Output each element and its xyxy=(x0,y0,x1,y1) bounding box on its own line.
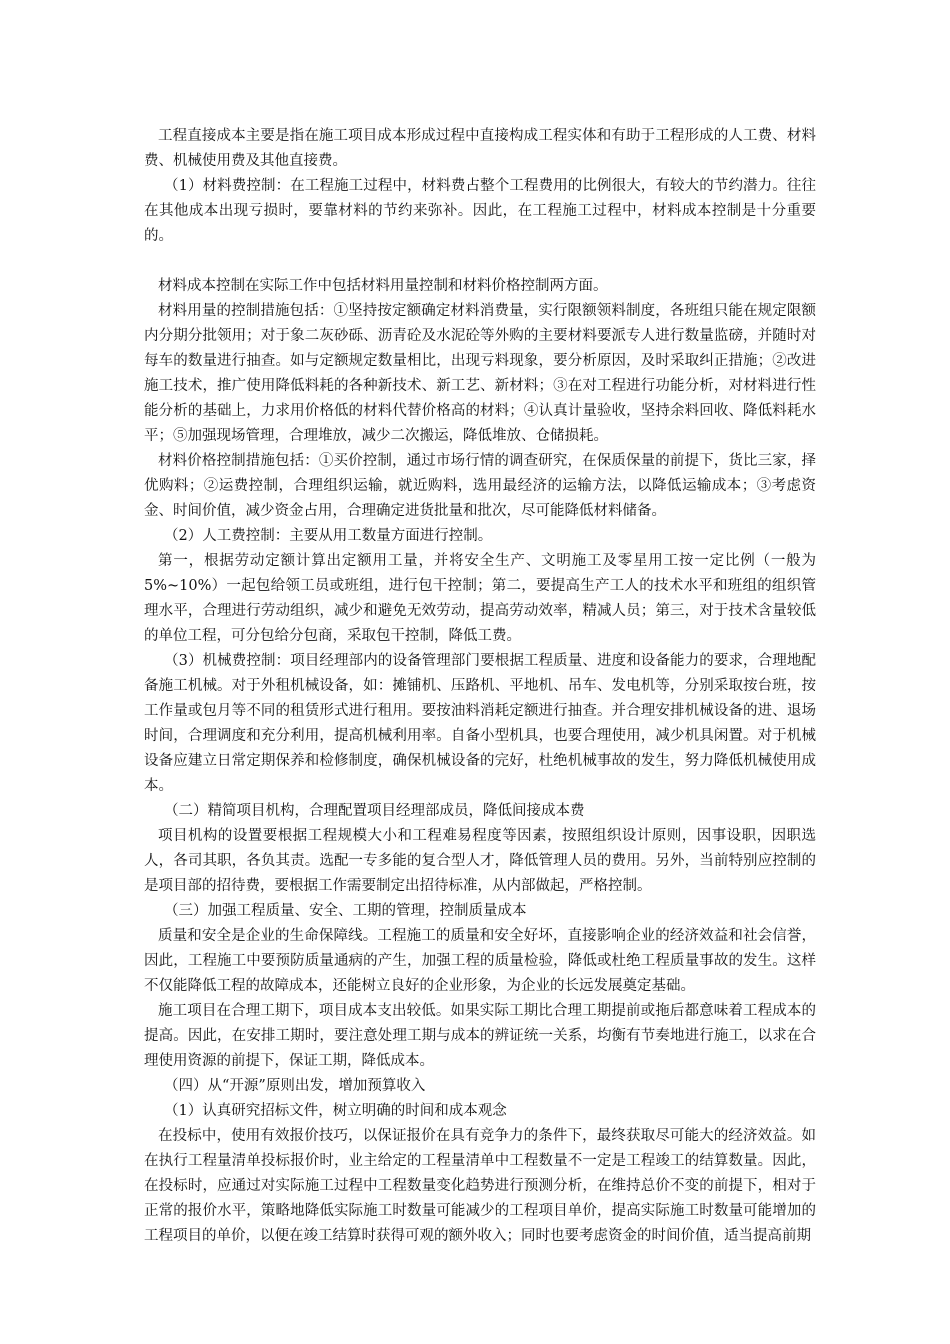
paragraph-labor-measures: 第一，根据劳动定额计算出定额用工量，并将安全生产、文明施工及零星用工按一定比例（一般为5%~10%）一起包给领工员或班组，进行包干控制；第二，要提高生产工人的技术水平和班组的组织管理水平，合理进行劳动组织，减少和避免无效劳动，提高劳动效率，精减人员；第三，对于技术含量较低的单位工程，可分包给分包商，采取包干控制，降低工费。 xyxy=(144,553,816,644)
heading-streamline-organization: （二）精简项目机构，合理配置项目经理部成员，降低间接成本费 xyxy=(164,803,585,819)
paragraph-labor-cost-control: （2）人工费控制：主要从用工数量方面进行控制。 xyxy=(164,528,493,544)
paragraph-material-cost-control: （1）材料费控制：在工程施工过程中，材料费占整个工程费用的比例很大，有较大的节约潜力。往往在其他成本出现亏损时，要靠材料的节约来弥补。因此，在工程施工过程中，材料成本控制是十分重要的。 xyxy=(144,178,816,244)
paragraph-direct-cost-definition: 工程直接成本主要是指在施工项目成本形成过程中直接构成工程实体和有助于工程形成的人工费、材料费、机械使用费及其他直接费。 xyxy=(144,128,816,169)
paragraph-bidding-strategy: 在投标中，使用有效报价技巧，以保证报价在具有竞争力的条件下，最终获取尽可能大的经济效益。如在执行工程量清单投标报价时，业主给定的工程量清单中工程数量不一定是工程竣工的结算数量。因此，在投标时，应通过对实际施工过程中工程数量变化趋势进行预测分析，在维持总价不变的前提下，相对于正常的报价水平，策略地降低实际施工时数量可能减少的工程项目单价，提高实际施工时数量可能增加的工程项目的单价，以便在竣工结算时获得可观的额外收入；同时也要考虑资金的时间价值，适当提高前期 xyxy=(144,1128,816,1244)
heading-study-tender-documents: （1）认真研究招标文件，树立明确的时间和成本观念 xyxy=(164,1103,507,1119)
paragraph-material-price-measures: 材料价格控制措施包括：①买价控制，通过市场行情的调查研究，在保质保量的前提下，货比三家，择优购料；②运费控制，合理组织运输，就近购料，选用最经济的运输方法，以降低运输成本；③考虑资金、时间价值，减少资金占用，合理确定进货批量和批次，尽可能降低材料储备。 xyxy=(144,453,816,519)
paragraph-quality-safety: 质量和安全是企业的生命保障线。工程施工的质量和安全好坏，直接影响企业的经济效益和社会信誉，因此，工程施工中要预防质量通病的产生，加强工程的质量检验，降低或杜绝工程质量事故的发生。这样不仅能降低工程的故障成本，还能树立良好的企业形象，为企业的长远发展奠定基础。 xyxy=(144,928,816,994)
paragraph-material-quantity-measures: 材料用量的控制措施包括：①坚持按定额确定材料消费量，实行限额领料制度，各班组只能在规定限额内分期分批领用；对于象二灰砂砾、沥青砼及水泥砼等外购的主要材料要派专人进行数量监磅，并随时对每车的数量进行抽查。如与定额规定数量相比，出现亏料现象，要分析原因，及时采取纠正措施；②改进施工技术，推广使用降低料耗的各种新技术、新工艺、新材料；③在对工程进行功能分析，对材料进行性能分析的基础上，力求用价格低的材料代替价格高的材料；④认真计量验收，坚持余料回收、降低料耗水平；⑤加强现场管理，合理堆放，减少二次搬运，降低堆放、仓储损耗。 xyxy=(144,303,816,444)
paragraph-machinery-cost-control: （3）机械费控制：项目经理部内的设备管理部门要根据工程质量、进度和设备能力的要求，合理地配备施工机械。对于外租机械设备，如：摊铺机、压路机、平地机、吊车、发电机等，分别采取按台班，按工作量或包月等不同的租赁形式进行租用。要按油料消耗定额进行抽查。并合理安排机械设备的进、退场时间，合理调度和充分利用，提高机械利用率。自备小型机具，也要合理使用，减少机具闲置。对于机械设备应建立日常定期保养和检修制度，确保机械设备的完好，杜绝机械事故的发生，努力降低机械使用成本。 xyxy=(144,653,816,794)
paragraph-organization-setup: 项目机构的设置要根据工程规模大小和工程难易程度等因素，按照组织设计原则，因事设职，因职选人，各司其职，各负其责。选配一专多能的复合型人才，降低管理人员的费用。另外，当前特别应控制的是项目部的招待费，要根据工作需要制定出招待标准，从内部做起，严格控制。 xyxy=(144,828,816,894)
paragraph-schedule-cost: 施工项目在合理工期下，项目成本支出较低。如果实际工期比合理工期提前或拖后都意味着工程成本的提高。因此，在安排工期时，要注意处理工期与成本的辨证统一关系，均衡有节奏地进行施工，以求在合理使用资源的前提下，保证工期，降低成本。 xyxy=(144,1003,816,1069)
paragraph-material-control-aspects: 材料成本控制在实际工作中包括材料用量控制和材料价格控制两方面。 xyxy=(158,278,608,294)
heading-increase-revenue: （四）从“开源”原则出发，增加预算收入 xyxy=(164,1078,426,1094)
document-body xyxy=(144,124,816,1249)
heading-quality-safety-schedule: （三）加强工程质量、安全、工期的管理，控制质量成本 xyxy=(164,903,527,919)
